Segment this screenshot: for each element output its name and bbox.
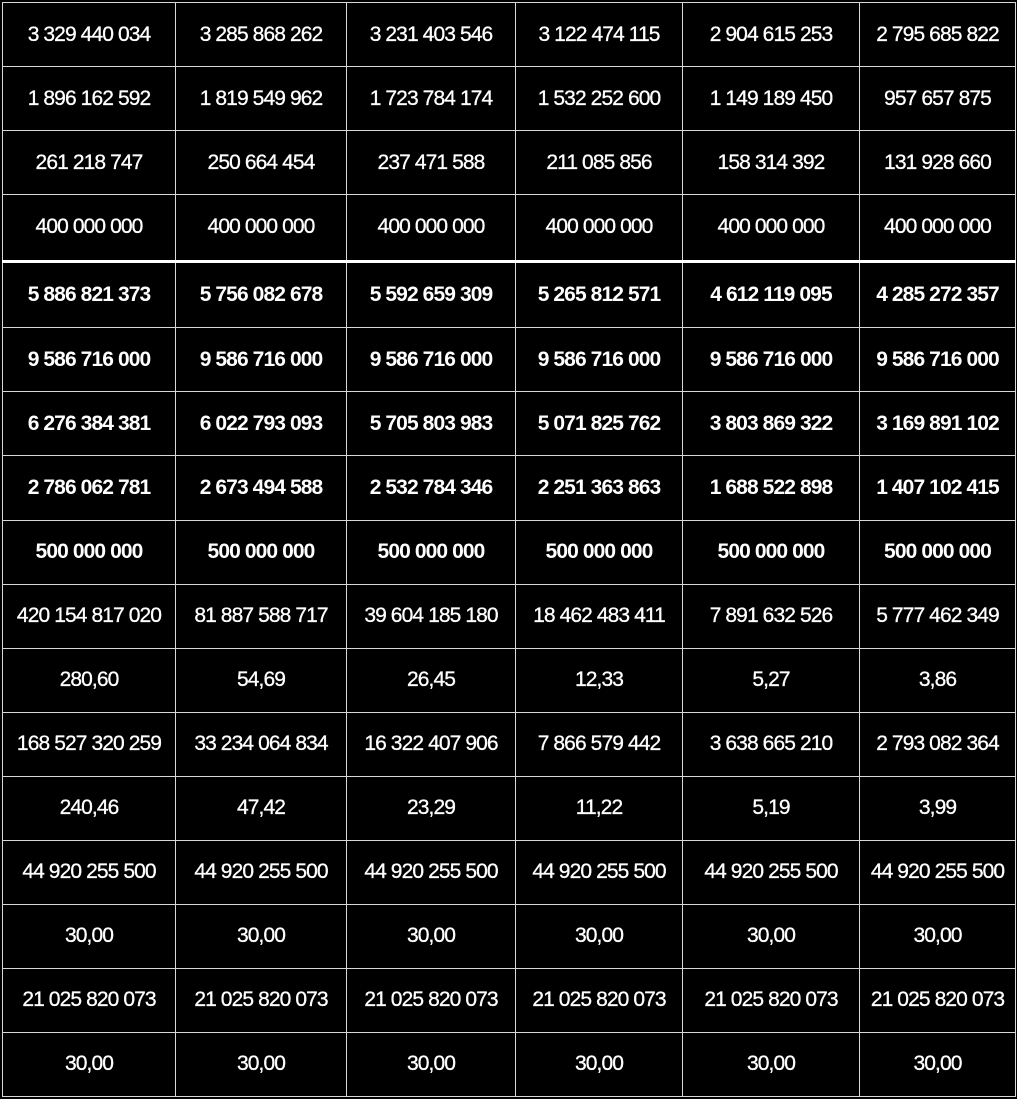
table-cell: 500 000 000 <box>3 520 176 584</box>
table-row <box>3 328 1016 392</box>
table-cell: 30,00 <box>860 904 1016 968</box>
table-cell: 237 471 588 <box>347 131 516 195</box>
table-cell: 21 025 820 073 <box>347 968 516 1032</box>
table-cell: 9 586 716 000 <box>516 328 683 392</box>
table-cell: 420 154 817 020 <box>3 584 176 648</box>
table-cell: 4 285 272 357 <box>860 261 1016 328</box>
table-cell: 39 604 185 180 <box>347 584 516 648</box>
table-cell: 30,00 <box>516 904 683 968</box>
table-cell: 131 928 660 <box>860 131 1016 195</box>
table-row <box>3 1032 1016 1096</box>
table-cell: 5,19 <box>683 776 860 840</box>
table-cell: 6 276 384 381 <box>3 392 176 456</box>
table-cell: 400 000 000 <box>860 195 1016 262</box>
table-cell: 30,00 <box>347 1032 516 1096</box>
table-cell: 2 795 685 822 <box>860 3 1016 67</box>
table-row <box>3 261 1016 328</box>
table-cell: 11,22 <box>516 776 683 840</box>
table-cell: 54,69 <box>176 648 347 712</box>
table-cell: 1 532 252 600 <box>516 67 683 131</box>
table-cell: 400 000 000 <box>347 195 516 262</box>
table-cell: 30,00 <box>3 904 176 968</box>
table-cell: 4 612 119 095 <box>683 261 860 328</box>
table-cell: 400 000 000 <box>3 195 176 262</box>
table-cell: 44 920 255 500 <box>3 840 176 904</box>
table-cell: 30,00 <box>683 1032 860 1096</box>
table-cell: 30,00 <box>683 904 860 968</box>
data-table <box>2 2 1016 1097</box>
table-row <box>3 195 1016 262</box>
table-cell: 44 920 255 500 <box>176 840 347 904</box>
table-cell: 30,00 <box>176 904 347 968</box>
table-cell: 400 000 000 <box>176 195 347 262</box>
table-cell: 47,42 <box>176 776 347 840</box>
table-cell: 9 586 716 000 <box>176 328 347 392</box>
table-cell: 5 265 812 571 <box>516 261 683 328</box>
table-cell: 2 786 062 781 <box>3 456 176 520</box>
table-cell: 44 920 255 500 <box>860 840 1016 904</box>
table-cell: 3 169 891 102 <box>860 392 1016 456</box>
table-cell: 21 025 820 073 <box>3 968 176 1032</box>
table-cell: 12,33 <box>516 648 683 712</box>
table-cell: 400 000 000 <box>516 195 683 262</box>
table-row <box>3 67 1016 131</box>
table-cell: 30,00 <box>3 1032 176 1096</box>
table-cell: 5 777 462 349 <box>860 584 1016 648</box>
table-cell: 3 122 474 115 <box>516 3 683 67</box>
table-cell: 16 322 407 906 <box>347 712 516 776</box>
table-cell: 21 025 820 073 <box>516 968 683 1032</box>
table-cell: 30,00 <box>176 1032 347 1096</box>
table-row <box>3 584 1016 648</box>
table-row <box>3 840 1016 904</box>
table-cell: 26,45 <box>347 648 516 712</box>
table-cell: 30,00 <box>860 1032 1016 1096</box>
table-cell: 21 025 820 073 <box>860 968 1016 1032</box>
table-row <box>3 131 1016 195</box>
table-cell: 6 022 793 093 <box>176 392 347 456</box>
table-cell: 2 251 363 863 <box>516 456 683 520</box>
table-cell: 240,46 <box>3 776 176 840</box>
table-cell: 3 329 440 034 <box>3 3 176 67</box>
table-cell: 400 000 000 <box>683 195 860 262</box>
table-cell: 1 688 522 898 <box>683 456 860 520</box>
table-cell: 211 085 856 <box>516 131 683 195</box>
table-row <box>3 3 1016 67</box>
table-cell: 3 803 869 322 <box>683 392 860 456</box>
table-cell: 3,86 <box>860 648 1016 712</box>
table-cell: 44 920 255 500 <box>347 840 516 904</box>
table-cell: 2 673 494 588 <box>176 456 347 520</box>
table-row <box>3 776 1016 840</box>
table-row <box>3 968 1016 1032</box>
table-body <box>3 3 1016 1097</box>
table-cell: 44 920 255 500 <box>516 840 683 904</box>
table-row <box>3 712 1016 776</box>
table-cell: 33 234 064 834 <box>176 712 347 776</box>
table-cell: 5 592 659 309 <box>347 261 516 328</box>
table-cell: 500 000 000 <box>860 520 1016 584</box>
table-row <box>3 456 1016 520</box>
table-cell: 9 586 716 000 <box>347 328 516 392</box>
table-cell: 21 025 820 073 <box>683 968 860 1032</box>
table-cell: 7 891 632 526 <box>683 584 860 648</box>
table-cell: 5,27 <box>683 648 860 712</box>
table-cell: 500 000 000 <box>683 520 860 584</box>
table-cell: 5 886 821 373 <box>3 261 176 328</box>
table-cell: 81 887 588 717 <box>176 584 347 648</box>
table-cell: 1 149 189 450 <box>683 67 860 131</box>
table-cell: 30,00 <box>347 904 516 968</box>
table-cell: 2 532 784 346 <box>347 456 516 520</box>
table-cell: 23,29 <box>347 776 516 840</box>
table-cell: 2 793 082 364 <box>860 712 1016 776</box>
table-cell: 1 407 102 415 <box>860 456 1016 520</box>
table-cell: 1 896 162 592 <box>3 67 176 131</box>
table-cell: 261 218 747 <box>3 131 176 195</box>
table-cell: 500 000 000 <box>176 520 347 584</box>
table-cell: 9 586 716 000 <box>683 328 860 392</box>
table-cell: 5 756 082 678 <box>176 261 347 328</box>
table-cell: 957 657 875 <box>860 67 1016 131</box>
table-cell: 500 000 000 <box>516 520 683 584</box>
table-cell: 5 071 825 762 <box>516 392 683 456</box>
table-cell: 5 705 803 983 <box>347 392 516 456</box>
table-cell: 30,00 <box>516 1032 683 1096</box>
table-cell: 3 231 403 546 <box>347 3 516 67</box>
table-cell: 168 527 320 259 <box>3 712 176 776</box>
table-cell: 44 920 255 500 <box>683 840 860 904</box>
table-cell: 500 000 000 <box>347 520 516 584</box>
table-row <box>3 392 1016 456</box>
table-cell: 3 638 665 210 <box>683 712 860 776</box>
table-cell: 280,60 <box>3 648 176 712</box>
table-cell: 2 904 615 253 <box>683 3 860 67</box>
table-cell: 9 586 716 000 <box>860 328 1016 392</box>
table-cell: 1 819 549 962 <box>176 67 347 131</box>
table-cell: 9 586 716 000 <box>3 328 176 392</box>
table-cell: 1 723 784 174 <box>347 67 516 131</box>
table-row <box>3 904 1016 968</box>
table-cell: 3 285 868 262 <box>176 3 347 67</box>
table-row <box>3 520 1016 584</box>
table-cell: 250 664 454 <box>176 131 347 195</box>
table-cell: 7 866 579 442 <box>516 712 683 776</box>
table-cell: 3,99 <box>860 776 1016 840</box>
table-cell: 158 314 392 <box>683 131 860 195</box>
table-cell: 21 025 820 073 <box>176 968 347 1032</box>
table-cell: 18 462 483 411 <box>516 584 683 648</box>
table-row <box>3 648 1016 712</box>
